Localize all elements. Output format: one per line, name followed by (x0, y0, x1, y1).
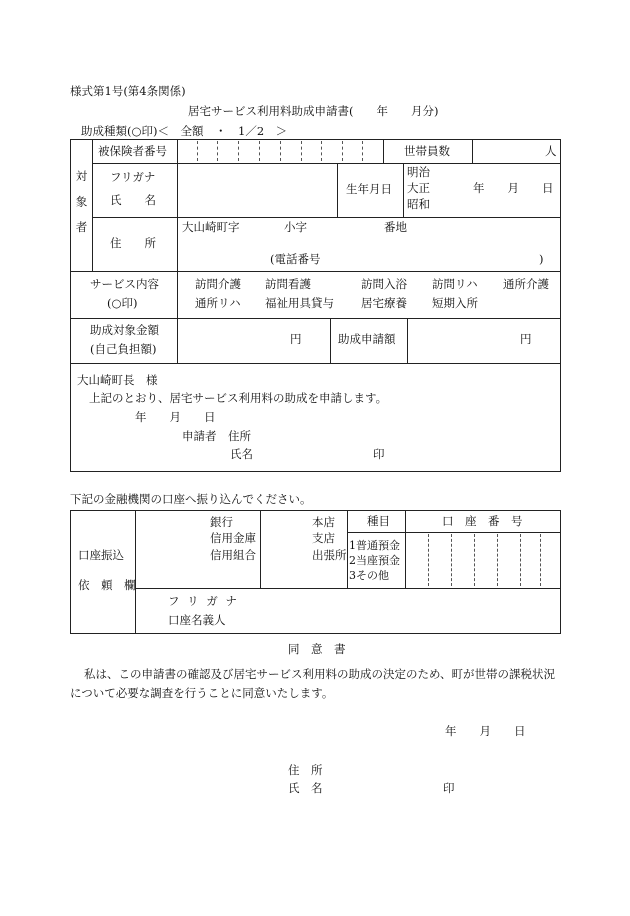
era-meiji[interactable]: 明治 (407, 165, 430, 179)
account-type-label: 種目 (367, 514, 390, 528)
amount-sub: (自己負担額) (90, 342, 157, 356)
target-label: 対象者 (74, 170, 89, 247)
consent-body-1: 私は、この申請書の確認及び居宅サービス利用料の助成の決定のため、町が世帯の課税状況 (84, 667, 556, 681)
form-title: 居宅サービス利用料助成申請書( 年 月分) (188, 104, 439, 118)
service-option[interactable]: 訪問看護 (265, 277, 311, 291)
account-type-option[interactable]: 1普通預金 (349, 539, 400, 552)
applicant-address-label: 申請者 住所 (182, 429, 251, 443)
declaration: 上記のとおり、居宅サービス利用料の助成を申請します。 (89, 391, 388, 405)
account-number-label: 口 座 番 号 (442, 514, 523, 528)
service-option[interactable]: 福祉用具貸与 (265, 296, 334, 310)
branch-type[interactable]: 本店 (312, 515, 335, 529)
amount-label: 助成対象金額 (90, 323, 159, 337)
service-option[interactable]: 訪問介護 (195, 277, 241, 291)
request-yen: 円 (520, 332, 532, 346)
amount-yen: 円 (290, 332, 302, 346)
service-sub: (○印) (107, 296, 138, 310)
subsidy-type[interactable]: 助成種類(○印)＜ 全額 ・ 1／2 ＞ (81, 124, 288, 138)
branch-type[interactable]: 支店 (312, 531, 335, 545)
service-option[interactable]: 訪問入浴 (361, 277, 407, 291)
service-option[interactable]: 通所介護 (503, 277, 549, 291)
era-showa[interactable]: 昭和 (407, 197, 430, 211)
account-type-option[interactable]: 3その他 (349, 569, 389, 582)
consent-title: 同 意 書 (288, 642, 346, 656)
birthdate-ymd: 年 月 日 (473, 181, 554, 195)
phone-label: (電話番号 ) (270, 252, 544, 266)
account-type-option[interactable]: 2当座預金 (349, 554, 400, 567)
household-count-label: 世帯員数 (404, 144, 450, 158)
service-option[interactable]: 短期入所 (432, 296, 478, 310)
application-date: 年 月 日 (135, 410, 216, 424)
furigana-label: フリガナ (110, 170, 156, 184)
addressee: 大山崎町長 様 (77, 373, 158, 387)
consent-address-label: 住 所 (288, 763, 323, 777)
birthdate-label: 生年月日 (346, 182, 392, 196)
consent-date: 年 月 日 (445, 724, 526, 738)
service-option[interactable]: 訪問リハ (432, 277, 478, 291)
applicant-name-label: 氏名 (230, 447, 253, 461)
address-town: 大山崎町字 (182, 220, 240, 234)
branch-type[interactable]: 出張所 (312, 548, 347, 562)
bank-instruction: 下記の金融機関の口座へ振り込んでください。 (70, 492, 312, 506)
address-label: 住 所 (110, 236, 156, 250)
request-amount-label: 助成申請額 (338, 332, 396, 346)
transfer-label-2: 依 頼 欄 (78, 578, 136, 592)
insured-number-label: 被保険者番号 (98, 144, 167, 158)
name-label: 氏 名 (110, 193, 156, 207)
service-option[interactable]: 居宅療養 (361, 296, 407, 310)
consent-seal-mark: 印 (443, 781, 455, 795)
household-unit: 人 (545, 144, 557, 158)
service-option[interactable]: 通所リハ (195, 296, 241, 310)
holder-furigana-label: フ リ ガ ナ (168, 594, 239, 608)
bank-type[interactable]: 信用金庫 (210, 531, 256, 545)
account-holder-label: 口座名義人 (168, 613, 226, 627)
consent-body-2: について必要な調査を行うことに同意いたします。 (70, 686, 334, 700)
service-label: サービス内容 (90, 277, 159, 291)
bank-type[interactable]: 銀行 (210, 515, 233, 529)
address-koaza: 小字 (284, 220, 307, 234)
form-number: 様式第1号(第4条関係) (70, 84, 186, 98)
bank-type[interactable]: 信用組合 (210, 548, 256, 562)
address-banchi: 番地 (384, 220, 407, 234)
transfer-label-1: 口座振込 (78, 548, 124, 562)
seal-mark: 印 (373, 447, 385, 461)
era-taisho[interactable]: 大正 (407, 181, 430, 195)
consent-name-label: 氏 名 (288, 781, 323, 795)
